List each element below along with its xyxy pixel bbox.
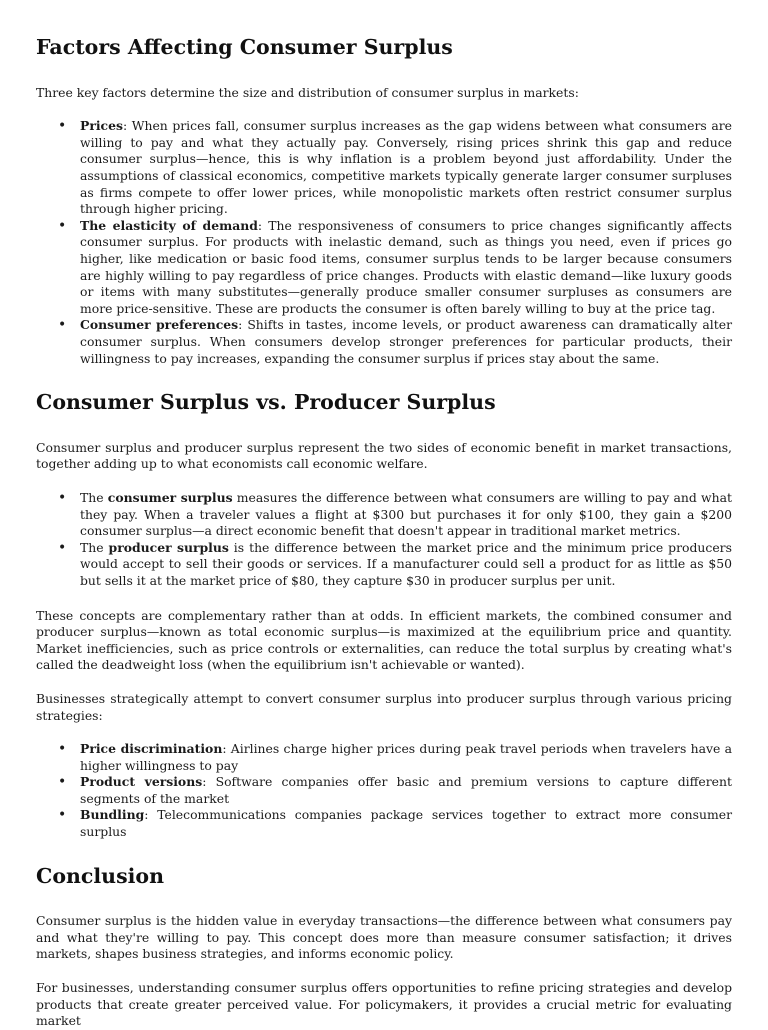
list-item-producer-surplus xyxy=(80,540,732,590)
list-item-consumer-surplus xyxy=(80,490,732,540)
list-item-lead: consumer surplus xyxy=(107,489,233,505)
conclusion-paragraph-2: For businesses, understanding consumer surplus offers opportunities to refine pricing strategies and develop products that create greater perceived value. For policymakers, it provides a crucial metric for evaluating market xyxy=(36,980,732,1029)
list-item-lead: Consumer preferences xyxy=(80,317,239,333)
list-item-text: : Software companies offer basic and premium versions to capture different segments of the market xyxy=(80,774,732,806)
list-item-lead: Product versions xyxy=(80,774,203,790)
list-item-lead: Price discrimination xyxy=(80,741,223,757)
list-item-lead: The elasticity of demand xyxy=(80,217,258,233)
list-item-bundling xyxy=(80,807,732,840)
section-conclusion xyxy=(36,863,732,1030)
list-item-text: : When prices fall, consumer surplus increases as the gap widens between what consumers are willing to pay and what they actually pay. Conversely, rising prices shrink this gap and reduce consumer surplus—hence, this is why inflation is a problem beyond just affordability. Under the assumptions of classical economics, competitive markets typically generate larger consumer surpluses as firms compete to offer lower prices, while monopolistic markets often restrict consumer surplus through higher pricing. xyxy=(80,118,732,217)
list-item-text: : Shifts in tastes, income levels, or product awareness can dramatically alter consumer surplus. When consumers develop stronger preferences for particular products, their willingness to pay increases, expanding the consumer surplus if prices stay about the same. xyxy=(80,317,732,366)
list-item-price-discrimination xyxy=(80,741,732,774)
list-item-preferences xyxy=(80,317,732,367)
section-comparison xyxy=(36,389,732,841)
list-item-lead: producer surplus xyxy=(108,539,229,555)
comparison-intro: Consumer surplus and producer surplus represent the two sides of economic benefit in market transactions, together adding up to what economists call economic welfare. xyxy=(36,439,732,472)
list-item-prefix: The xyxy=(80,539,109,555)
list-item-lead: Prices xyxy=(80,118,123,134)
comparison-paragraph: These concepts are complementary rather than at odds. In efficient markets, the combined consumer and producer surplus—known as total economic surplus—is maximized at the equilibrium price and quantity. Market inefficiencies, such as price controls or externalities, can reduce the total surplus by creating what's called the deadweight loss (when the equilibrium isn't achievable or wanted). xyxy=(36,607,732,673)
list-item-text: is the difference between the market price and the minimum price producers would accept to sell their goods or services. If a manufacturer could sell a product for as little as $50 but sells it at the market price of $80, they capture $30 in producer surplus per unit. xyxy=(80,539,732,588)
list-item-text: : Telecommunications companies package services together to extract more consumer surplus xyxy=(80,807,732,840)
factors-intro: Three key factors determine the size and distribution of consumer surplus in markets: xyxy=(36,84,579,100)
list-item-text: : Airlines charge higher prices during peak travel periods when travelers have a higher willingness to pay xyxy=(80,741,732,773)
strategies-list xyxy=(36,741,732,841)
list-item-prices xyxy=(80,118,732,218)
conclusion-paragraph-1: Consumer surplus is the hidden value in everyday transactions—the difference between what consumers pay and what they're willing to pay. This concept does more than measure consumer satisfaction; it drives markets, shapes business strategies, and informs economic policy. xyxy=(36,913,732,962)
list-item-product-versions xyxy=(80,774,732,807)
factors-list xyxy=(36,118,732,367)
section-factors xyxy=(36,34,732,367)
strategies-intro: Businesses strategically attempt to convert consumer surplus into producer surplus through various pricing strategies: xyxy=(36,690,732,723)
comparison-list xyxy=(36,490,732,590)
list-item-text: measures the difference between what consumers are willing to pay and what they pay. When a traveler values a flight at $300 but purchases it for only $100, they gain a $200 consumer surplus—a direct economic benefit that doesn't appear in traditional market metrics. xyxy=(80,489,732,539)
section-heading-conclusion: Conclusion xyxy=(36,863,164,888)
section-heading-comparison: Consumer Surplus vs. Producer Surplus xyxy=(36,390,496,415)
list-item-elasticity xyxy=(80,218,732,318)
section-heading-factors: Factors Affecting Consumer Surplus xyxy=(36,35,453,59)
list-item-prefix: The xyxy=(80,489,108,505)
list-item-text: : The responsiveness of consumers to price changes significantly affects consumer surplus. For products with inelastic demand, such as things you need, even if prices go higher, like medication or basic food items, consumer surplus tends to be larger because consumers are highly willing to pay regardless of price changes. Products with elastic demand—like luxury goods or items with many substitutes—generally produce smaller consumer surpluses as consumers are more price-sensitive. These are products the consumer is often barely willing to buy at the price tag. xyxy=(80,217,732,316)
list-item-lead: Bundling xyxy=(80,807,145,823)
